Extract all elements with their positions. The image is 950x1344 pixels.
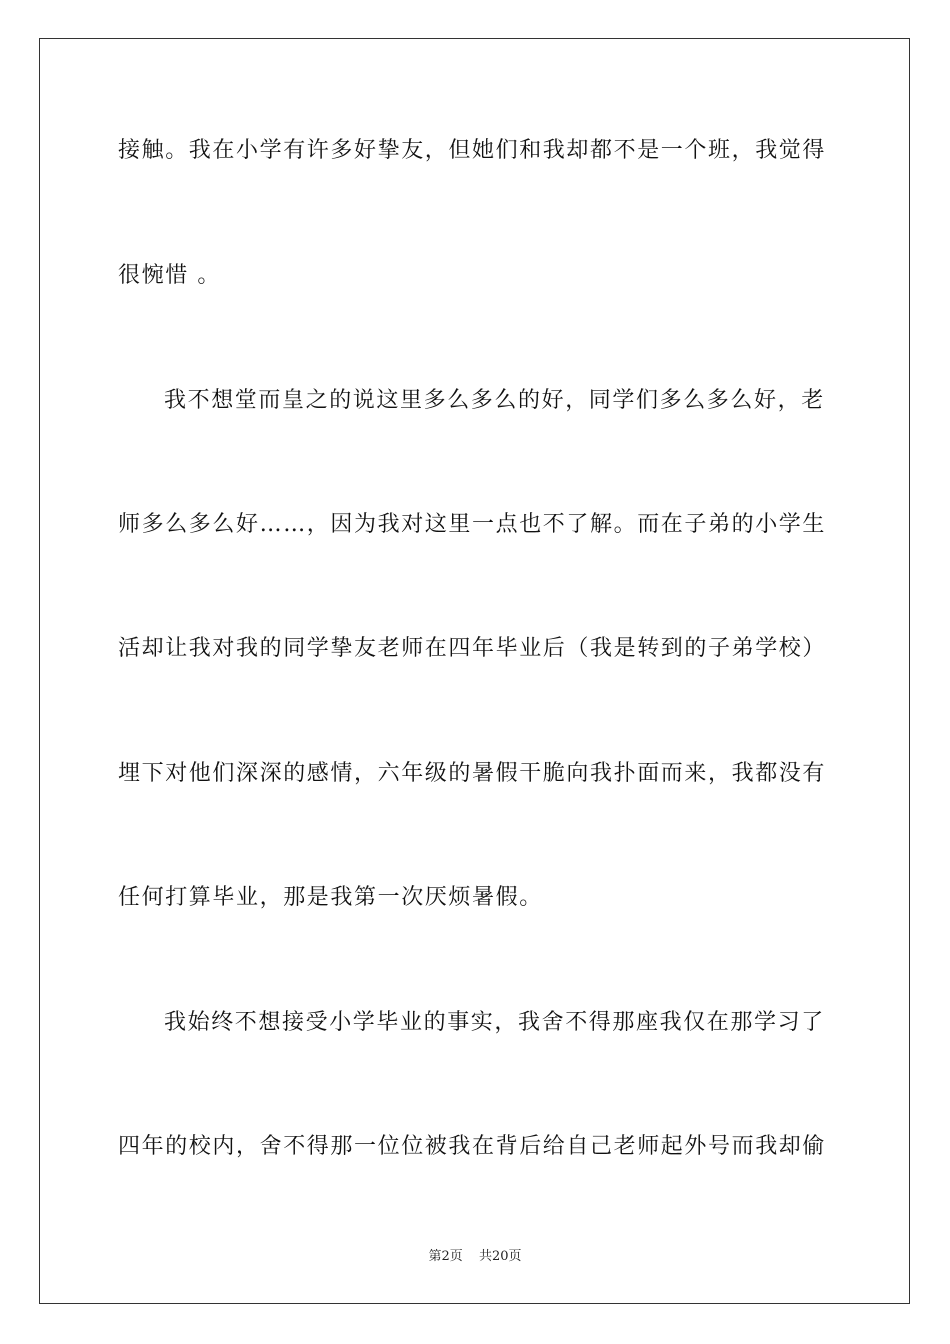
text-line-5: 活却让我对我的同学挚友老师在四年毕业后（我是转到的子弟学校） xyxy=(118,636,827,661)
page-footer xyxy=(0,1248,950,1266)
text-line-4: 师多么多么好……，因为我对这里一点也不了解。而在子弟的小学生 xyxy=(118,512,827,537)
page-border xyxy=(39,38,910,1304)
text-line-8: 我始终不想接受小学毕业的事实，我舍不得那座我仅在那学习了 xyxy=(164,1010,825,1035)
text-line-9: 四年的校内，舍不得那一位位被我在背后给自己老师起外号而我却偷 xyxy=(118,1134,827,1159)
text-line-3: 我不想堂而皇之的说这里多么多么的好，同学们多么多么好，老 xyxy=(164,388,825,413)
text-line-2: 很惋惜 。 xyxy=(118,263,221,288)
text-line-7: 任何打算毕业，那是我第一次厌烦暑假。 xyxy=(118,885,543,910)
page-number-total: 共20页 xyxy=(478,1249,522,1264)
page-number-current: 第2页 xyxy=(428,1249,463,1264)
text-line-1: 接触。我在小学有许多好挚友，但她们和我却都不是一个班，我觉得 xyxy=(118,138,827,163)
text-line-6: 埋下对他们深深的感情，六年级的暑假干脆向我扑面而来，我都没有 xyxy=(118,761,827,786)
